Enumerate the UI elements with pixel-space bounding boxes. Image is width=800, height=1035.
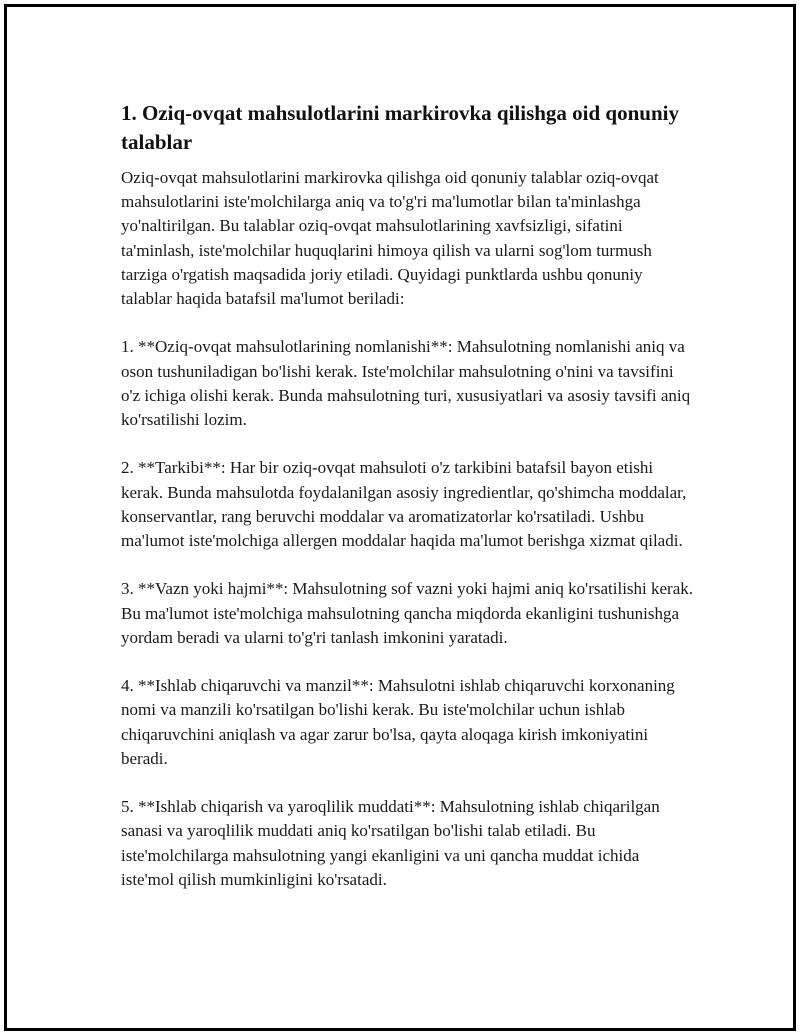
intro-paragraph: Oziq-ovqat mahsulotlarini markirovka qilishga oid qonuniy talablar oziq-ovqat mahsulotlarini iste'molchilarga aniq va to'g'ri ma'lumotlar bilan ta'minlashga yo'naltirilgan. Bu talablar oziq-ovqat mahsulotlarining xavfsizligi, sifatini ta'minlash, iste'molchilar huquqlarini himoya qilish va ularni sog'lom turmush tarziga o'rgatish maqsadida joriy etiladi. Quyidagi punktlarda ushbu qonuniy talablar haqida batafsil ma'lumot beriladi: — [121, 168, 659, 309]
page-frame — [4, 4, 796, 1031]
list-item-manufacturer: 4. **Ishlab chiqaruvchi va manzil**: Mahsulotni ishlab chiqaruvchi korxonaning nomi va manzili ko'rsatilgan bo'lishi kerak. Bu iste'molchilar uchun ishlab chiqaruvchini aniqlash va agar zarur bo'lsa, qayta aloqaga kirish imkoniyatini beradi. — [121, 676, 675, 768]
list-item-weight: 3. **Vazn yoki hajmi**: Mahsulotning sof vazni yoki hajmi aniq ko'rsatilishi kerak. Bu ma'lumot iste'molchiga mahsulotning qancha miqdorda ekanligini tushunishga yordam beradi va ularni to'g'ri tanlash imkonini yaratadi. — [121, 579, 694, 647]
document-body — [121, 99, 693, 916]
list-item-composition: 2. **Tarkibi**: Har bir oziq-ovqat mahsuloti o'z tarkibini batafsil bayon etishi kerak. Bunda mahsulotda foydalanilgan asosiy ingredientlar, qo'shimcha moddalar, konservantlar, rang beruvchi moddalar va aromatizatorlar ko'rsatiladi. Ushbu ma'lumot iste'molchiga allergen moddalar haqida ma'lumot berishga xizmat qiladi. — [121, 458, 687, 551]
list-item-expiry: 5. **Ishlab chiqarish va yaroqlilik muddati**: Mahsulotning ishlab chiqarilgan sanasi va yaroqlilik muddati aniq ko'rsatilgan bo'lishi talab etiladi. Bu iste'molchilarga mahsulotning yangi ekanligini va uni qancha muddat ichida iste'mol qilish mumkinligini ko'rsatadi. — [121, 797, 660, 889]
list-item-name: 1. **Oziq-ovqat mahsulotlarining nomlanishi**: Mahsulotning nomlanishi aniq va oson tushuniladigan bo'lishi kerak. Iste'molchilar mahsulotning o'nini va tavsifini o'z ichiga olishi kerak. Bunda mahsulotning turi, xususiyatlari va asosiy tavsifi aniq ko'rsatilishi lozim. — [121, 337, 691, 430]
section-heading: 1. Oziq-ovqat mahsulotlarini markirovka qilishga oid qonuniy talablar — [121, 101, 679, 154]
